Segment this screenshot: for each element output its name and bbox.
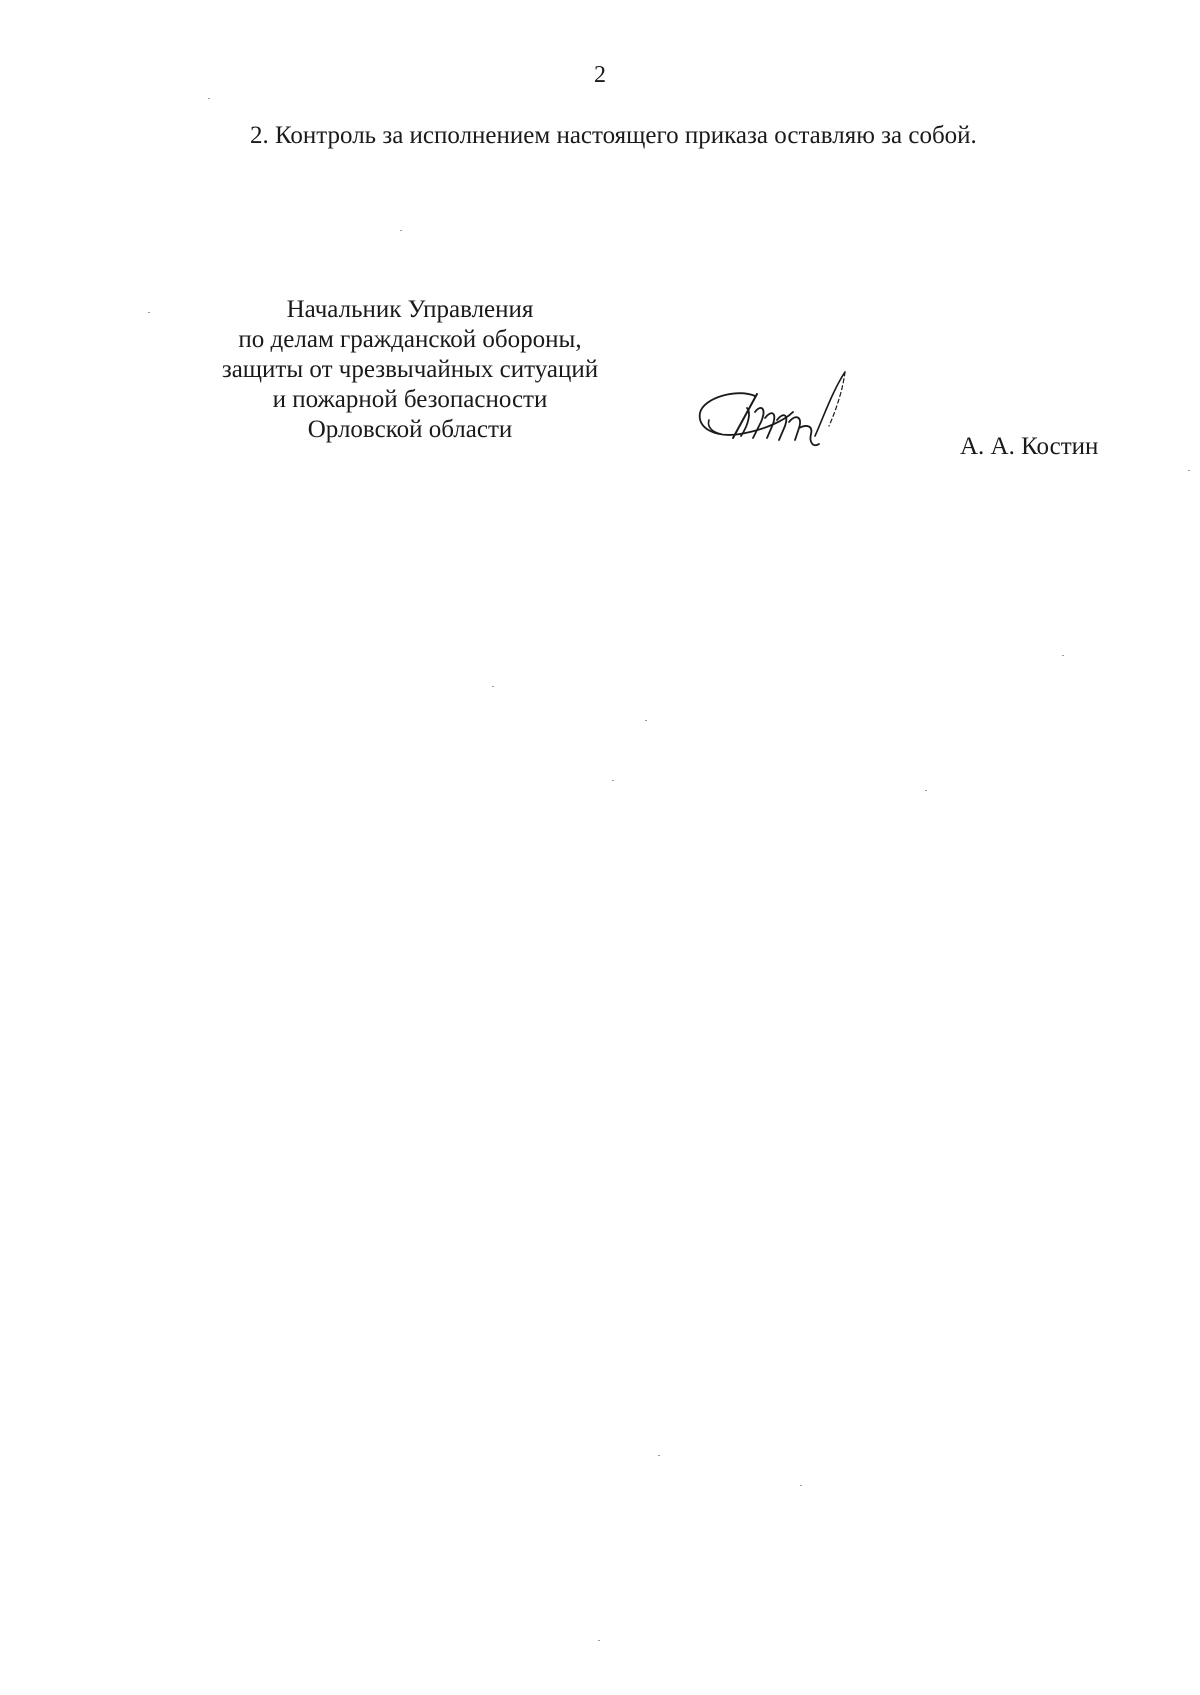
scan-speck: [658, 1455, 660, 1456]
position-line: Начальник Управления: [286, 296, 534, 323]
scan-speck: [208, 98, 210, 99]
position-line: защиты от чрезвычайных ситуаций: [221, 356, 599, 383]
position-line: и пожарной безопасности: [272, 386, 548, 413]
page-number: 2: [594, 62, 606, 88]
control-paragraph: 2. Контроль за исполнением настоящего приказа оставляю за собой.: [250, 122, 977, 149]
signatory-position: [160, 295, 660, 445]
scan-speck: [800, 1485, 802, 1486]
position-line: по делам гражданской обороны,: [238, 326, 582, 353]
scan-speck: [598, 1640, 600, 1641]
scan-speck: [645, 720, 647, 721]
handwritten-signature: [695, 368, 895, 483]
scan-speck: [1062, 655, 1064, 656]
scan-speck: [612, 780, 614, 781]
signer-name: А. А. Костин: [960, 433, 1099, 460]
scan-speck: [1188, 470, 1190, 471]
scan-speck: [148, 312, 150, 313]
scan-speck: [492, 686, 494, 687]
scan-speck: [400, 230, 402, 231]
position-line: Орловской области: [307, 416, 513, 443]
scan-speck: [925, 790, 927, 791]
